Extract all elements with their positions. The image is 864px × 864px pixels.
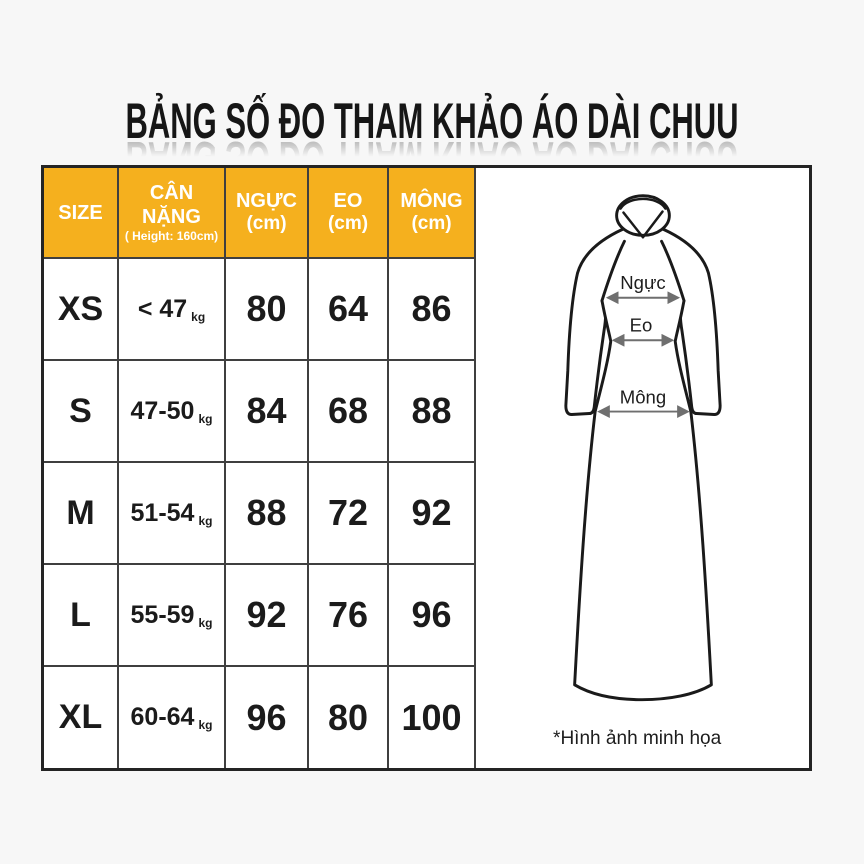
figure-caption: *Hình ảnh minh họa (553, 728, 722, 750)
hip-label: Mông (619, 386, 667, 408)
cell-bust: 84 (225, 360, 308, 462)
table-row (44, 462, 474, 564)
table-row (44, 666, 474, 768)
kg-unit: kg (198, 615, 213, 630)
page-title-wrap (125, 93, 739, 149)
header-bust (225, 168, 308, 258)
page-title: BẢNG SỐ ĐO THAM KHẢO ÁO DÀI CHUU (125, 93, 739, 149)
cell-hip: 88 (388, 360, 474, 462)
cell-bust: 80 (225, 258, 308, 360)
table-row (44, 360, 474, 462)
cell-bust: 92 (225, 564, 308, 666)
cell-waist: 68 (308, 360, 388, 462)
table-row (44, 564, 474, 666)
cell-size: XL (44, 666, 118, 768)
header-weight-label: CÂN NẶNG (142, 182, 201, 229)
size-chart-board (41, 165, 812, 771)
weight-value: < 47 (137, 294, 188, 323)
cell-waist: 64 (308, 258, 388, 360)
header-bust-label: NGỰC (235, 190, 298, 213)
cell-size: M (44, 462, 118, 564)
cell-waist: 80 (308, 666, 388, 768)
kg-unit: kg (198, 718, 213, 732)
cell-weight (118, 462, 225, 564)
weight-value: 47-50 (130, 396, 195, 425)
cell-weight (118, 564, 225, 666)
cell-hip: 96 (388, 564, 474, 666)
size-table (44, 168, 474, 768)
cell-waist: 76 (308, 564, 388, 666)
cell-bust: 96 (225, 666, 308, 768)
cell-hip: 86 (388, 258, 474, 360)
header-weight-sub: ( Height: 160cm) (124, 229, 219, 244)
weight-value: 51-54 (130, 498, 195, 527)
header-waist-label: EO (333, 190, 363, 213)
header-hip-label: MÔNG (400, 190, 463, 213)
ao-dai-illustration (476, 168, 809, 768)
table-row (44, 258, 474, 360)
cell-weight (118, 666, 225, 768)
header-size (44, 168, 118, 258)
cell-waist: 72 (308, 462, 388, 564)
header-hip-unit: (cm) (411, 213, 452, 235)
waist-label: Eo (629, 314, 653, 336)
header-hip (388, 168, 474, 258)
kg-unit: kg (198, 411, 213, 426)
cell-bust: 88 (225, 462, 308, 564)
cell-weight (118, 258, 225, 360)
header-waist (308, 168, 388, 258)
weight-value: 55-59 (130, 600, 195, 629)
cell-size: S (44, 360, 118, 462)
cell-hip: 100 (388, 666, 474, 768)
table-header-row (44, 168, 474, 258)
header-bust-unit: (cm) (246, 213, 287, 235)
cell-size: L (44, 564, 118, 666)
dress-figure (474, 168, 809, 768)
header-weight (118, 168, 225, 258)
kg-unit: kg (191, 309, 206, 324)
kg-unit: kg (198, 513, 213, 528)
header-waist-unit: (cm) (327, 213, 369, 235)
table-body (44, 258, 474, 768)
header-size-label: SIZE (58, 201, 103, 224)
weight-value: 60-64 (130, 703, 195, 731)
bust-label: Ngực (620, 271, 666, 293)
cell-weight (118, 360, 225, 462)
cell-size: XS (44, 258, 118, 360)
cell-hip: 92 (388, 462, 474, 564)
